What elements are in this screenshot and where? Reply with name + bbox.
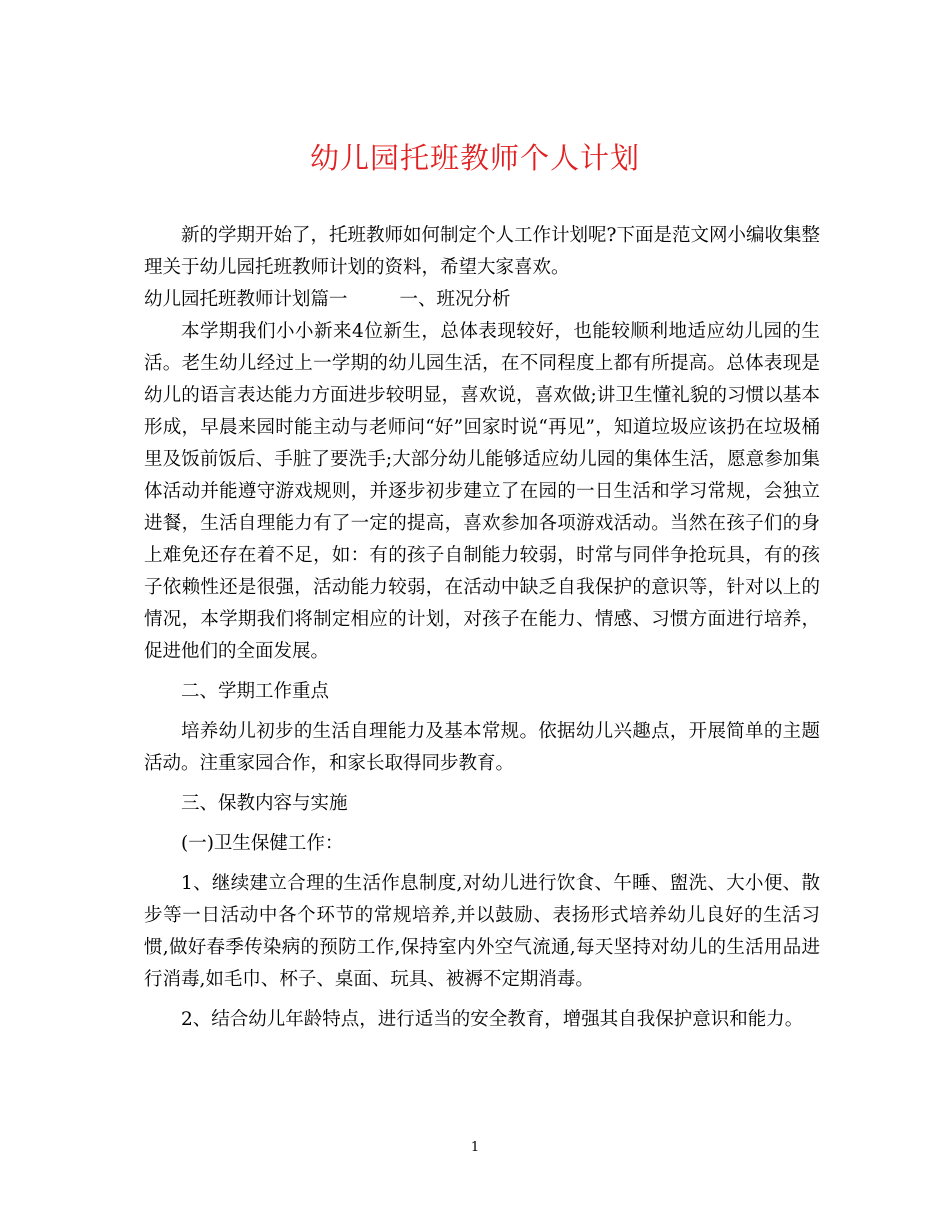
- document-body: [144, 220, 820, 1036]
- document-title: 幼儿园托班教师个人计划: [309, 141, 640, 175]
- focus-paragraph: 培养幼儿初步的生活自理能力及基本常规。依据幼儿兴趣点，开展简单的主题活动。注重家园合作，和家长取得同步教育。: [144, 721, 820, 774]
- class-analysis-paragraph: 本学期我们小小新来4位新生，总体表现较好，也能较顺利地适应幼儿园的生活。老生幼儿经过上一学期的幼儿园生活，在不同程度上都有所提高。总体表现是幼儿的语言表达能力方面进步较明显，喜欢说，喜欢做;讲卫生懂礼貌的习惯以基本形成，早晨来园时能主动与老师问“好”回家时说“再见”，知道垃圾应该扔在垃圾桶里及饭前饭后、手脏了要洗手;大部分幼儿能够适应幼儿园的集体生活，愿意参加集体活动并能遵守游戏规则，并逐步初步建立了在园的一日生活和学习常规，会独立进餐，生活自理能力有了一定的提高，喜欢参加各项游戏活动。当然在孩子们的身上难免还存在着不足，如：有的孩子自制能力较弱，时常与同伴争抢玩具，有的孩子依赖性还是很强，活动能力较弱，在活动中缺乏自我保护的意识等，针对以上的情况，本学期我们将制定相应的计划，对孩子在能力、情感、习惯方面进行培养，促进他们的全面发展。: [144, 321, 820, 662]
- item-1-paragraph: 1、继续建立合理的生活作息制度,对幼儿进行饮食、午睡、盥洗、大小便、散步等一日活动中各个环节的常规培养,并以鼓励、表扬形式培养幼儿良好的生活习惯,做好春季传染病的预防工作,保持室内外空气流通,每天坚持对幼儿的生活用品进行消毒,如毛巾、杯子、桌面、玩具、被褥不定期消毒。: [144, 873, 820, 990]
- heading-care: 三、保教内容与实施: [181, 793, 348, 814]
- subheading-health: (一)卫生保健工作：: [181, 833, 344, 854]
- item-2-paragraph: 2、结合幼儿年龄特点，进行适当的安全教育，增强其自我保护意识和能力。: [181, 1009, 804, 1030]
- page-number: 1: [470, 1140, 480, 1155]
- heading-focus: 二、学期工作重点: [181, 681, 330, 702]
- section-intro-right: 一、班况分析: [399, 289, 511, 310]
- intro-paragraph: 新的学期开始了，托班教师如何制定个人工作计划呢?下面是范文网小编收集整理关于幼儿园托班教师计划的资料，希望大家喜欢。: [144, 225, 820, 278]
- section-intro-left: 幼儿园托班教师计划篇一: [144, 289, 348, 310]
- section-intro-line: [144, 284, 820, 316]
